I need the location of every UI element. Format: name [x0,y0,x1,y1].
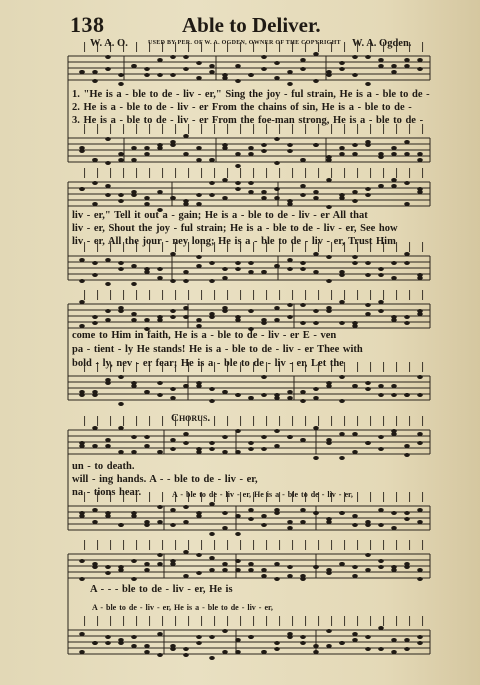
note-head [157,653,163,657]
lyric-line: bold - ly, nev - er fear; He is a - ble to de - liv - er, Let the [72,358,344,369]
note-head [248,562,254,566]
note-head [131,559,137,563]
note-head [209,656,215,660]
note-head [313,644,319,648]
note-head [209,635,215,639]
note-head [131,644,137,648]
note-head [352,565,358,569]
note-head [287,565,293,569]
note-head [248,635,254,639]
note-head [170,644,176,648]
note-head [404,647,410,651]
note-head [79,632,85,636]
lyric-line: liv - er," Tell it out a - gain; He is a - ble to de - liv - er All that [72,210,368,221]
note-head [261,650,267,654]
note-head [261,574,267,578]
lyric-line: 1. "He is a - ble to de - liv - er," Sing the joy - ful strain, He is a - ble to de - [72,89,430,100]
note-head [417,641,423,645]
note-head [365,647,371,651]
note-head [222,562,228,566]
note-head [339,641,345,645]
note-head [79,577,85,581]
note-head [300,635,306,639]
note-head [235,650,241,654]
note-head [157,553,163,557]
note-head [92,565,98,569]
note-head [105,635,111,639]
note-head [92,641,98,645]
note-head [378,626,384,630]
lyric-line: come to Him in faith, He is a - ble to de - liv - er E - ven [72,330,337,341]
note-head [391,638,397,642]
note-head [183,550,189,554]
chorus-label: Chorus. [171,412,211,424]
note-head [313,650,319,654]
note-head [365,635,371,639]
note-head [144,650,150,654]
note-head [118,638,124,642]
note-head [300,641,306,645]
note-head [235,559,241,563]
note-head [391,568,397,572]
lyric-line: liv - er, Shout the joy - ful strain; He is a - ble to de - liv - er, See how [72,223,398,234]
note-head [378,565,384,569]
note-head [235,568,241,572]
note-head [326,629,332,633]
song-title: Able to Deliver. [182,13,321,37]
note-head [144,562,150,566]
lyric-line: liv - er, All the jour - ney long; He is a - ble to de - liv - er, Trust Him [72,236,396,247]
note-head [157,562,163,566]
note-head [144,644,150,648]
lyric-line: un - to death. [72,461,135,472]
note-head [209,556,215,560]
note-head [326,644,332,648]
note-head [248,568,254,572]
note-head [183,574,189,578]
note-head [417,568,423,572]
note-head [378,559,384,563]
note-head [222,568,228,572]
composer-credit: W. A. Ogden. [352,38,412,49]
note-head [196,571,202,575]
lyric-line: 2. He is a - ble to de - liv - er From the chains of sin, He is a - ble to de - [72,102,412,113]
note-head [274,647,280,651]
lyricist-credit: W. A. O. [90,38,128,49]
note-head [352,632,358,636]
note-head [105,641,111,645]
note-head [274,641,280,645]
lyric-line: na - tions hear. [72,487,142,498]
note-head [105,571,111,575]
page-number: 138 [70,12,105,37]
note-head [274,577,280,581]
note-head [417,577,423,581]
note-head [404,638,410,642]
note-head [222,629,228,633]
note-head [287,635,293,639]
lyric-line: 3. He is a - ble to de - liv - er From the foe-man strong, He is a - ble to de - [72,115,424,126]
note-head [79,559,85,563]
note-head [196,553,202,557]
note-head [209,568,215,572]
lyric-line-small: A - ble to de - liv - er, He is a - ble to de - liv - er, [92,603,273,612]
note-head [131,635,137,639]
note-head [196,641,202,645]
note-head [157,632,163,636]
note-head [365,568,371,572]
lyric-line: A - - - ble to de - liv - er, He is [90,584,233,595]
note-head [313,565,319,569]
note-head [105,565,111,569]
note-head [170,559,176,563]
note-head [183,647,189,651]
note-head [222,650,228,654]
note-head [339,562,345,566]
note-head [235,638,241,642]
note-head [131,577,137,581]
note-head [144,568,150,572]
note-head [274,562,280,566]
lyric-line-small: A - ble to de - liv - er, He is a - ble to de - liv - er, [172,490,353,499]
note-head [118,565,124,569]
note-head [300,577,306,581]
note-head [196,635,202,639]
note-head [404,565,410,569]
note-head [417,635,423,639]
lyric-line: will - ing hands. A - - ble to de - liv - er, [72,474,258,485]
note-head [365,553,371,557]
lyric-line: pa - tient - ly He stands! He is a - ble to de - liv - er Thee with [72,344,363,355]
note-head [79,650,85,654]
note-head [261,568,267,572]
note-head [378,647,384,651]
note-head [326,568,332,572]
note-head [183,653,189,657]
note-head [352,638,358,642]
note-head [352,574,358,578]
copyright-permission: USED BY PER. OF W. A. OGDEN, OWNER OF THE COPYRIGHT [148,40,341,46]
note-head [287,574,293,578]
note-head [391,650,397,654]
